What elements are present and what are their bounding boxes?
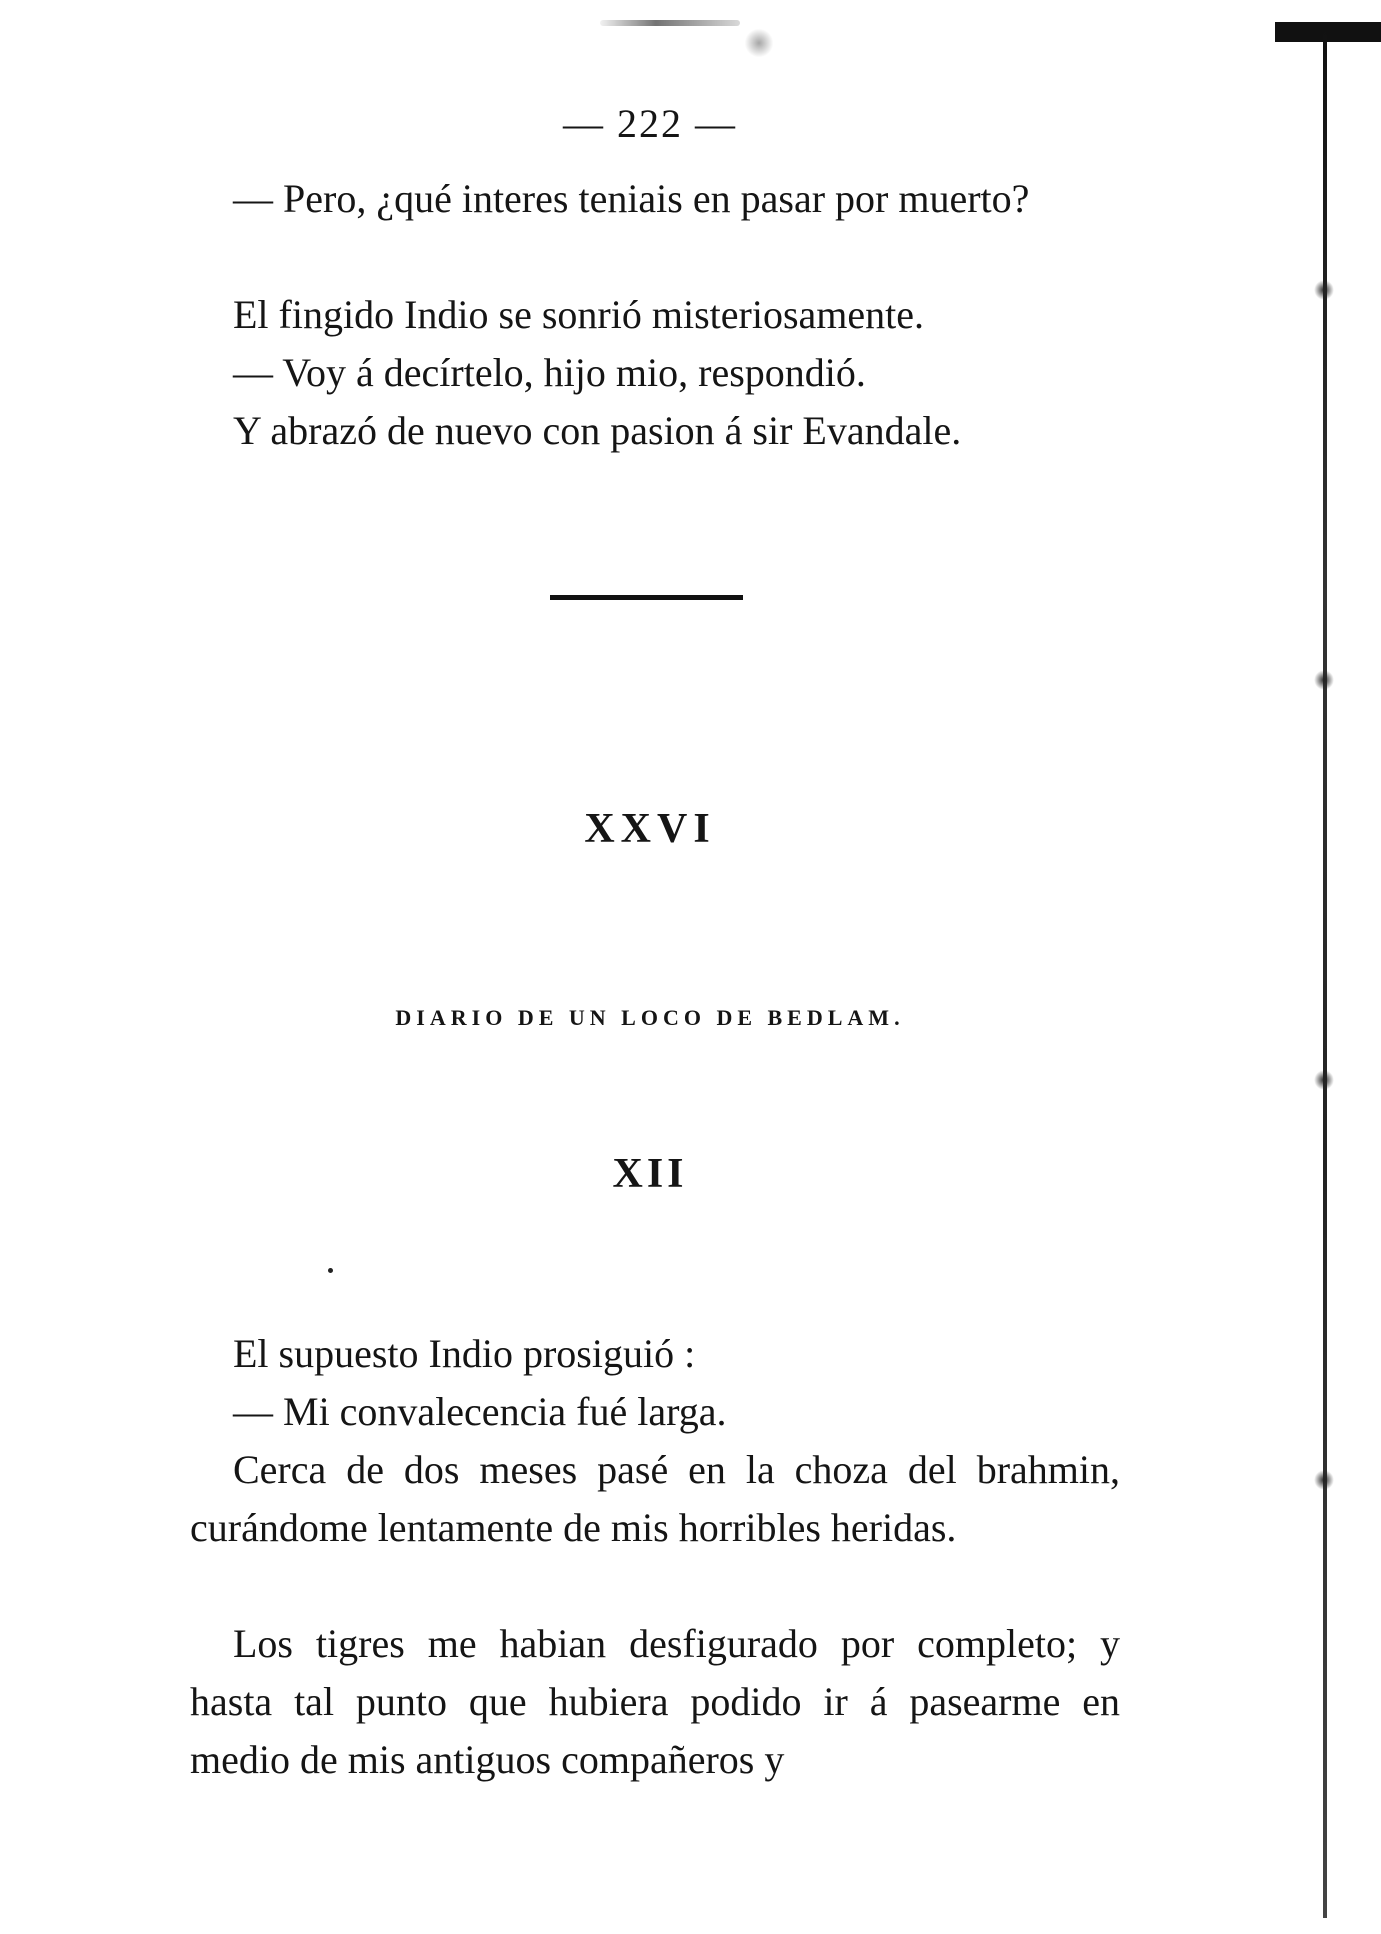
paragraph: — Mi convalecencia fué larga. — [233, 1389, 727, 1434]
paragraph: Y abrazó de nuevo con pasion á sir Evandale. — [233, 408, 962, 453]
paragraph: Los tigres me habian desfigurado por completo; y hasta tal punto que hubiera podido ir á pasearme en medio de mis antiguos compañeros y — [190, 1621, 1120, 1782]
paragraph: — Pero, ¿qué interes teniais en pasar por muerto? — [233, 176, 1030, 221]
ink-smudge — [600, 20, 740, 26]
binding-mark — [1314, 1070, 1334, 1090]
paragraph: El supuesto Indio prosiguió : — [233, 1331, 696, 1376]
binding-mark — [1314, 670, 1334, 690]
binding-mark — [1314, 1470, 1334, 1490]
paragraph: — Voy á decírtelo, hijo mio, respondió. — [233, 350, 866, 395]
paragraph: El fingido Indio se sonrió misteriosamente. — [233, 292, 924, 337]
binding-edge — [1323, 28, 1327, 1918]
chapter-number: XXVI — [584, 806, 716, 852]
paragraph: Cerca de dos meses pasé en la choza del brahmin, curándome lentamente de mis horribles heridas. — [190, 1447, 1120, 1550]
section-number: XII — [612, 1151, 688, 1197]
binding-mark — [1314, 280, 1334, 300]
ink-smudge — [745, 28, 773, 58]
section-divider — [550, 595, 743, 600]
binding-edge-top — [1275, 22, 1381, 42]
page-number: — 222 — — [563, 101, 737, 146]
chapter-title: DIARIO DE UN LOCO DE BEDLAM. — [395, 1005, 905, 1030]
ink-speck — [328, 1268, 333, 1273]
